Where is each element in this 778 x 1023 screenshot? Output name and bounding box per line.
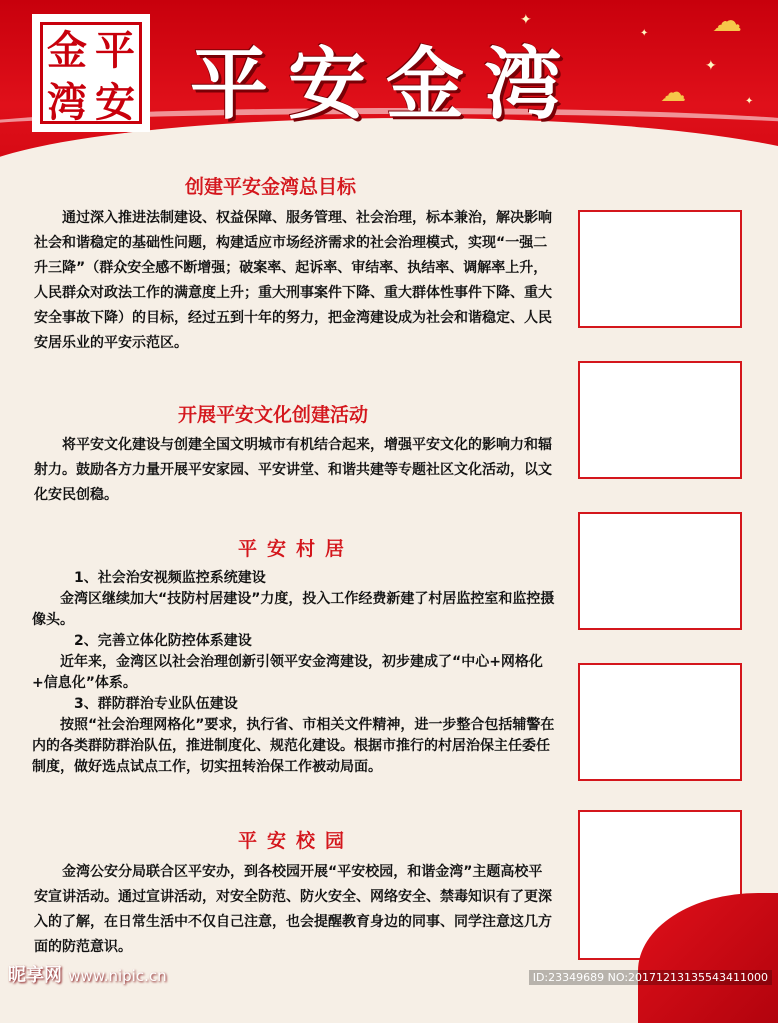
campus-section-title: 平安校园 (238, 830, 355, 852)
seal-char: 平 (95, 27, 135, 74)
village-section-list (32, 568, 558, 778)
sparkle-icon: ✦ (745, 96, 754, 107)
village-section-title: 平安村居 (238, 538, 355, 560)
seal-char: 湾 (47, 79, 87, 126)
photo-placeholder (578, 663, 742, 781)
photo-placeholder (578, 512, 742, 630)
header-banner (0, 0, 778, 175)
watermark-brand (8, 961, 167, 987)
photo-placeholder (578, 210, 742, 328)
list-item-text: 近年来，金湾区以社会治理创新引领平安金湾建设，初步建成了“中心+网格化+信息化”体系。 (32, 654, 543, 691)
watermark-brand-text: 昵享网 (8, 965, 62, 986)
goal-section-body: 通过深入推进法制建设、权益保障、服务管理、社会治理，标本兼治，解决影响社会和谐稳定的基础性问题，构建适应市场经济需求的社会治理模式，实现“一强二升三降”（群众安全感不断增强；破案率、起诉率、审结率、执结率、调解率上升，人民群众对政法工作的满意度上升；重大刑事案件下降、重大群体性事件下降、重大安全事故下降）的目标，经过五到十年的努力，把金湾建设成为社会和谐稳定、人民安居乐业的平安示范区。 (34, 210, 552, 351)
seal-char: 安 (95, 79, 135, 126)
photo-placeholder (578, 361, 742, 479)
list-item-text: 金湾区继续加大“技防村居建设”力度，投入工作经费新建了村居监控室和监控摄像头。 (32, 591, 555, 628)
list-item-heading: 2、完善立体化防控体系建设 (74, 633, 252, 649)
sparkle-icon: ✦ (705, 58, 717, 74)
goal-section-title: 创建平安金湾总目标 (185, 176, 357, 198)
culture-section-title: 开展平安文化创建活动 (178, 404, 369, 426)
page-title: 平安金湾 (190, 39, 583, 130)
list-item-heading: 3、群防群治专业队伍建设 (74, 696, 238, 712)
culture-section-body: 将平安文化建设与创建全国文明城市有机结合起来，增强平安文化的影响力和辐射力。鼓励各方力量开展平安家园、平安讲堂、和谐共建等专题社区文化活动，以文化安民创稳。 (34, 437, 552, 503)
seal-char: 金 (47, 27, 87, 74)
campus-section-body: 金湾公安分局联合区平安办，到各校园开展“平安校园，和谐金湾”主题高校平安宣讲活动。通过宣讲活动，对安全防范、防火安全、网络安全、禁毒知识有了更深入的了解，在日常生活中不仅自己注意，也会提醒教育身边的同事、同学注意这几方面的防范意识。 (34, 864, 552, 955)
auspicious-cloud-icon: ☁ (660, 78, 686, 108)
sparkle-icon: ✦ (640, 28, 649, 39)
list-item-text: 按照“社会治理网格化”要求，执行省、市相关文件精神，进一步整合包括辅警在内的各类群防群治队伍，推进制度化、规范化建设。根据市推行的村居治保主任委任制度，做好选点试点工作，切实扭转治保工作被动局面。 (32, 717, 555, 775)
seal-logo (32, 14, 150, 132)
sparkle-icon: ✦ (520, 12, 532, 28)
watermark-url: www.nipic.cn (68, 967, 167, 985)
watermark-id: ID:23349689 NO:20171213135543411000 (529, 970, 772, 985)
auspicious-cloud-icon: ☁ (712, 4, 742, 39)
list-item-heading: 1、社会治安视频监控系统建设 (74, 570, 266, 586)
